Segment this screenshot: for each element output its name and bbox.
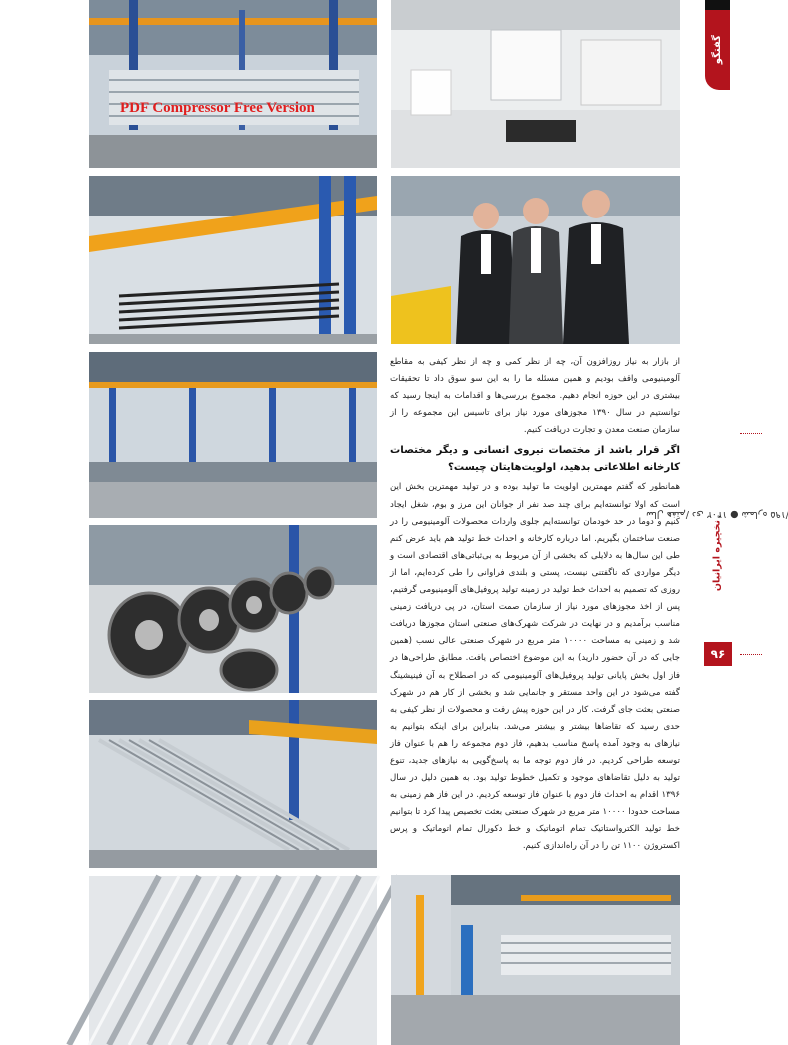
photo-aluminum-profiles-closeup	[89, 876, 377, 1045]
divider-bottom	[740, 654, 762, 655]
photo-laboratory-equipment	[391, 0, 680, 168]
magazine-name: نخچیره ایرانیان	[711, 519, 722, 592]
issue-details: سال هفتم/ دی ۱۴۰۲ ● شماره ۱۹۵	[645, 508, 786, 520]
photo-production-line-hall	[89, 352, 377, 518]
photo-factory-hall-crane	[89, 0, 377, 168]
article-body	[390, 354, 680, 856]
article-paragraph: از بازار به نیاز روزافزون آن، چه از نظر کمی و چه از نظر کیفی به مقاطع آلومینیومی واقف بودیم و همین مسئله ما را به این سو سوق داد تا تحقیقات بیشتری در این حوزه انجام دهیم. مجموع بررسی‌ها و اقدامات به اینجا رسید که توانستیم در سال ۱۳۹۰ مجوزهای مورد نیاز برای تاسیس این مجموعه را از سازمان صنعت معدن و تجارت دریافت کنیم.	[390, 357, 680, 436]
page-number: ۹۶	[704, 642, 732, 666]
interview-question: اگر قرار باشد از مختصات نیروی انسانی و دیگر مختصات کارخانه اطلاعاتی بدهید، اولویت‌هایتان چیست؟	[390, 445, 680, 474]
divider-top	[740, 433, 762, 434]
photo-profiles-racks	[89, 700, 377, 868]
article-paragraph: همانطور که گفتم مهمترین اولویت ما تولید بوده و در تولید مهمترین بخش این است که اولا توانسته‌ایم برای چند صد نفر از جوانان این مرز و بوم، شغل ایجاد کنیم و دوما در حد خودمان توانسته‌ایم جلوی واردات محصولات آلومینیومی را در صنعت ساختمان بگیریم. اما درباره کارخانه و احداث خط تولید هم باید عرض کنم طی این سال‌ها به دلایلی که بخشی از آن مربوط به بی‌ثباتی‌های اقتصادی است و دیگر مواردی که ناگفتنی نیست، پستی و بلندی فراوانی را طی کرده‌ایم، اما از روزی که تصمیم به احداث خط تولید در زمینه تولید پروفیل‌های آلومینیومی گرفتیم، پس از اخذ مجوزهای مورد نیاز از سازمان صمت استان، در پی دریافت زمینی مناسب برآمدیم و در نهایت در شرکت شهرک‌های صنعتی استان مجوزها دریافت شد و زمینی به مساحت ۱۰۰۰۰ متر مربع در شهرک صنعتی عالی نسب (همین جایی که در آن حضور دارید) به این موضوع اختصاص یافت. مطابق طراحی‌ها در فاز اول بخش پایانی تولید پروفیل‌های آلومینیومی که در اصطلاح به آن فینیشینگ گفته می‌شود در این واحد مستقر و جانمایی شد و بخشی از کار هم در شهرک صنعتی بعثت جای گرفت. کار در این حوزه پیش رفت و محصولات از نظر کیفی به حدی رسید که تقاضاها بیشتر و بیشتر می‌شد. بنابراین برای اینکه بتوانیم به نیازهای به وجود آمده پاسخ مناسب بدهیم، فاز دوم مجموعه را هم با عنوان فاز توسعه طراحی کردیم. در فاز دوم توجه ما به پاسخ‌گویی به نیازهای جدید، تنوع تولید به دلیل تقاضاهای موجود و تکمیل خطوط تولید بود. به همین دلیل در سال ۱۳۹۶ اقدام به احداث فاز دوم با عنوان فاز توسعه کردیم. در این فاز هم زمینی به مساحت حدودا ۱۰۰۰۰ متر مربع در شهرک صنعتی بعثت تخصیص پیدا کرد تا بتوانیم خط تولید الکترواستاتیک تمام اتوماتیک و خط دکورال تمام اتوماتیک و پرس اکستروژن ۱۱۰۰ تن را در آن راه‌اندازی کنیم.	[390, 482, 680, 852]
watermark-text: PDF Compressor Free Version	[120, 100, 315, 116]
photo-steel-billets	[89, 525, 377, 693]
section-tab	[705, 10, 730, 90]
photo-production-hall-overhead	[391, 875, 680, 1045]
running-header	[645, 430, 786, 670]
photo-orange-crane-profiles	[89, 176, 377, 344]
photo-three-managers	[391, 176, 680, 344]
section-tab-label: گفتگو	[712, 35, 723, 65]
